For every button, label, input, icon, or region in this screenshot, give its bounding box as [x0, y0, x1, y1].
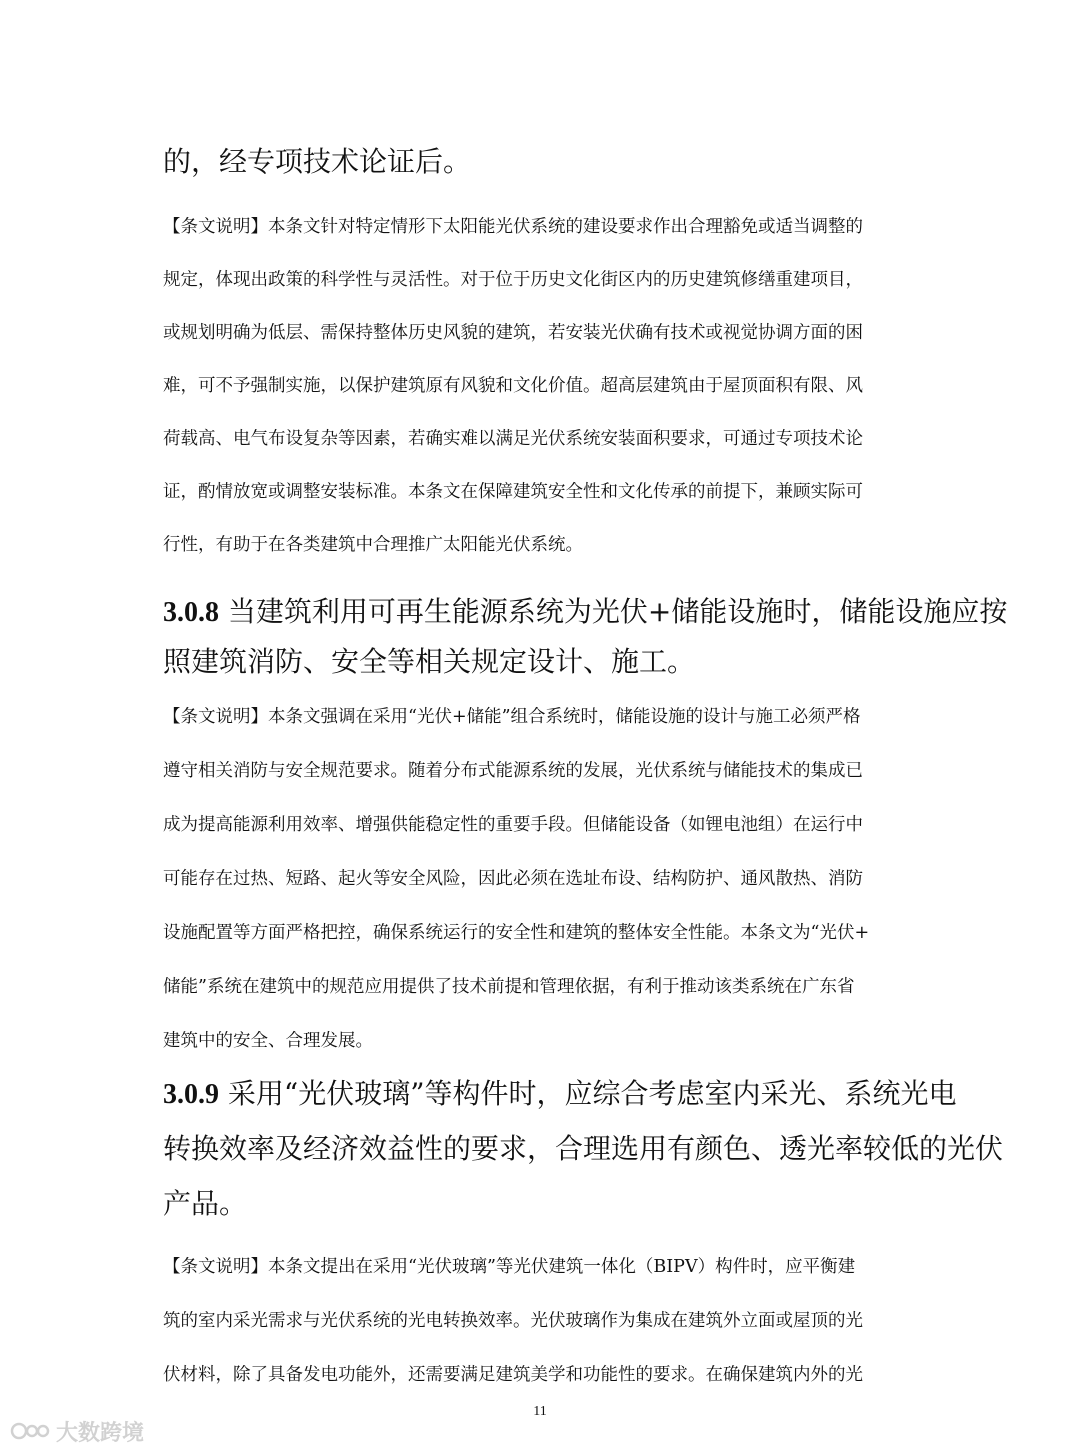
clause-309-line: [163, 1072, 957, 1112]
explanation-307-line: 或规划明确为低层、需保持整体历史风貌的建筑，若安装光伏确有技术或视觉协调方面的困: [163, 323, 863, 343]
explanation-308-line: 遵守相关消防与安全规范要求。随着分布式能源系统的发展，光伏系统与储能技术的集成已: [163, 761, 863, 781]
explanation-309-line: 【条文说明】本条文提出在采用“光伏玻璃”等光伏建筑一体化（BIPV）构件时，应平衡建: [163, 1257, 856, 1277]
clause-309-line: 产品。: [163, 1187, 248, 1220]
explanation-307-line: 证，酌情放宽或调整安装标准。本条文在保障建筑安全性和文化传承的前提下，兼顾实际可: [163, 482, 863, 502]
explanation-309-line: 伏材料，除了具备发电功能外，还需要满足建筑美学和功能性的要求。在确保建筑内外的光: [163, 1365, 863, 1385]
page-number: 11: [533, 1404, 547, 1419]
clause-text: 采用“光伏玻璃”等构件时，应综合考虑室内采光、系统光电: [227, 1077, 957, 1110]
watermark-text: 大数跨境: [56, 1420, 145, 1446]
clause-text: 当建筑利用可再生能源系统为光伏+储能设施时，储能设施应按: [227, 595, 1008, 628]
clause-309-line: 转换效率及经济效益性的要求，合理选用有颜色、透光率较低的光伏: [163, 1132, 1004, 1165]
explanation-307-line: 难，可不予强制实施，以保护建筑原有风貌和文化价值。超高层建筑由于屋顶面积有限、风: [163, 376, 863, 396]
explanation-308-line: 建筑中的安全、合理发展。: [163, 1031, 373, 1051]
explanation-308-line: 设施配置等方面严格把控，确保系统运行的安全性和建筑的整体安全性能。本条文为“光伏+: [163, 923, 870, 943]
clause-number: 3.0.9: [163, 1079, 219, 1110]
explanation-308-line: 储能”系统在建筑中的规范应用提供了技术前提和管理依据，有利于推动该类系统在广东省: [163, 977, 855, 997]
clause-308-line: [163, 590, 1007, 630]
explanation-308-line: 【条文说明】本条文强调在采用“光伏+储能”组合系统时，储能设施的设计与施工必须严格: [163, 707, 861, 727]
explanation-308-line: 可能存在过热、短路、起火等安全风险，因此必须在选址布设、结构防护、通风散热、消防: [163, 869, 863, 889]
explanation-307-line: 荷载高、电气布设复杂等因素，若确实难以满足光伏系统安装面积要求，可通过专项技术论: [163, 429, 863, 449]
clause-308-line: 照建筑消防、安全等相关规定设计、施工。: [163, 645, 696, 678]
explanation-307-line: 行性，有助于在各类建筑中合理推广太阳能光伏系统。: [163, 535, 583, 555]
watermark-logo-icon: [10, 1418, 50, 1444]
watermark: [10, 1416, 144, 1446]
explanation-309-line: 筑的室内采光需求与光伏系统的光电转换效率。光伏玻璃作为集成在建筑外立面或屋顶的光: [163, 1311, 863, 1331]
clause-number: 3.0.8: [163, 597, 219, 628]
explanation-307-line: 规定，体现出政策的科学性与灵活性。对于位于历史文化街区内的历史建筑修缮重建项目，: [163, 270, 863, 290]
explanation-308-line: 成为提高能源利用效率、增强供能稳定性的重要手段。但储能设备（如锂电池组）在运行中: [163, 815, 863, 835]
intro-line: 的，经专项技术论证后。: [163, 145, 472, 178]
explanation-307-line: 【条文说明】本条文针对特定情形下太阳能光伏系统的建设要求作出合理豁免或适当调整的: [163, 217, 863, 237]
